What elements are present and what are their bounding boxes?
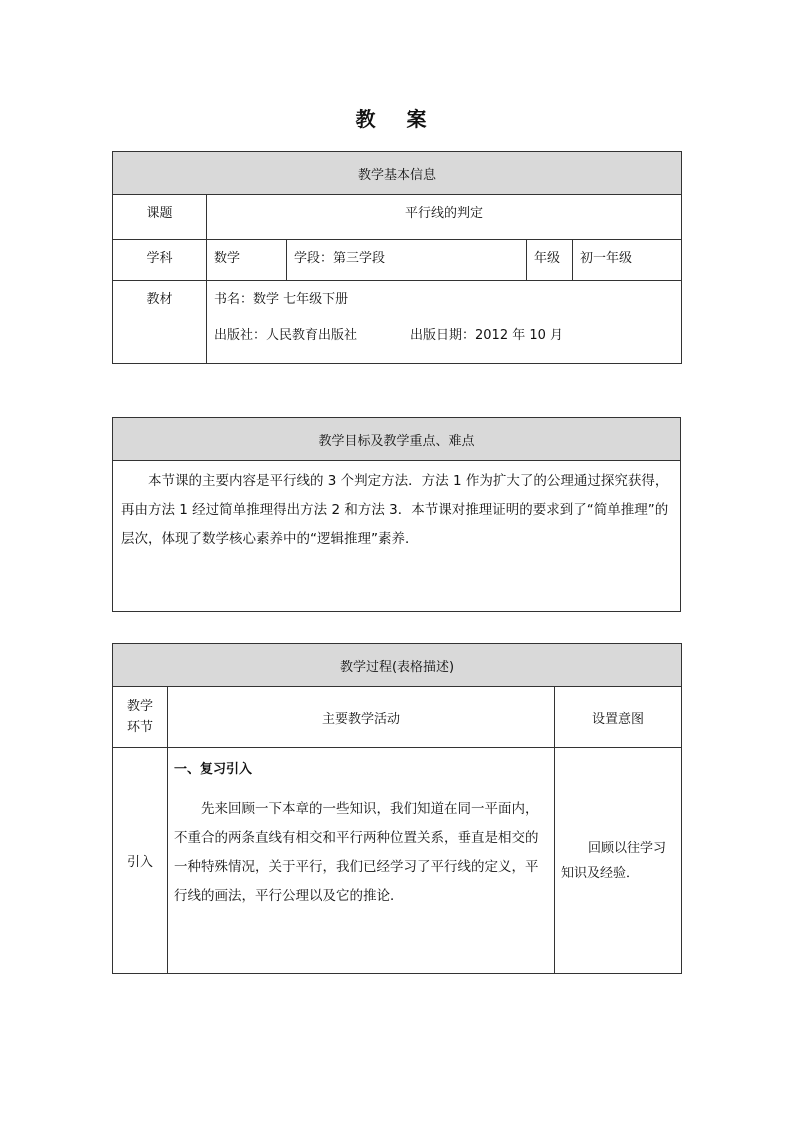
publisher-line bbox=[214, 324, 681, 343]
textbook-label: 教材 bbox=[113, 281, 207, 364]
goals-table bbox=[112, 417, 681, 612]
table-row bbox=[113, 748, 682, 974]
textbook-info bbox=[207, 281, 682, 364]
activity-cell bbox=[168, 748, 555, 974]
publisher: 出版社：人民教育出版社 bbox=[214, 328, 358, 343]
basic-info-table bbox=[112, 151, 682, 364]
goals-header: 教学目标及教学重点、难点 bbox=[113, 418, 681, 461]
activity-column-header: 主要教学活动 bbox=[168, 687, 555, 748]
publish-date: 出版日期：2012 年 10 月 bbox=[410, 328, 564, 343]
intent-column-header: 设置意图 bbox=[555, 687, 682, 748]
period-value: 学段：第三学段 bbox=[287, 240, 527, 281]
goals-text: 本节课的主要内容是平行线的 3 个判定方法．方法 1 作为扩大了的公理通过探究获得，再由方法 1 经过简单推理得出方法 2 和方法 3．本节课对推理证明的要求到了“简单推理”的层次，体现了数学核心素养中的“逻辑推理”素养． bbox=[113, 461, 681, 612]
topic-label: 课题 bbox=[113, 195, 207, 240]
process-header: 教学过程(表格描述) bbox=[113, 644, 682, 687]
process-table bbox=[112, 643, 682, 974]
grade-value: 初一年级 bbox=[573, 240, 682, 281]
subject-label: 学科 bbox=[113, 240, 207, 281]
basic-info-header: 教学基本信息 bbox=[113, 152, 682, 195]
book-name: 书名：数学 七年级下册 bbox=[214, 292, 349, 307]
intent-cell: 回顾以往学习知识及经验． bbox=[555, 748, 682, 974]
stage-column-header: 教学 环节 bbox=[113, 687, 168, 748]
activity-heading: 一、复习引入 bbox=[174, 762, 253, 777]
document-title: 教 案 bbox=[355, 107, 439, 131]
grade-label: 年级 bbox=[527, 240, 573, 281]
topic-value: 平行线的判定 bbox=[207, 195, 682, 240]
subject-value: 数学 bbox=[207, 240, 287, 281]
activity-text: 先来回顾一下本章的一些知识，我们知道在同一平面内，不重合的两条直线有相交和平行两种位置关系，垂直是相交的一种特殊情况，关于平行，我们已经学习了平行线的定义，平行线的画法，平行公理以及它的推论． bbox=[174, 801, 539, 904]
stage-cell: 引入 bbox=[113, 748, 168, 974]
